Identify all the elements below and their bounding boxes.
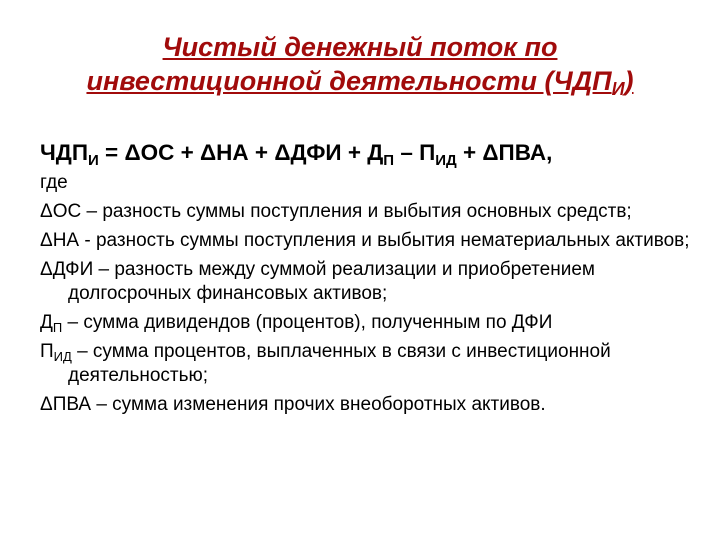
definition-os: ΔОС – разность суммы поступления и выбытия основных средств; xyxy=(40,201,632,222)
title-line-2-text: инвестиционной деятельности (ЧДП xyxy=(86,66,612,96)
formula xyxy=(40,138,710,168)
definitions xyxy=(40,171,710,422)
slide-title xyxy=(20,30,700,98)
definition-pid-text: – сумма процентов, выплаченных в связи с инвестиционной деятельностью; xyxy=(68,341,611,386)
definition-dfi: ΔДФИ – разность между суммой реализации и приобретением долгосрочных финансовых активов; xyxy=(40,259,595,304)
definition-dp-text: – сумма дивидендов (процентов), полученным по ДФИ xyxy=(62,312,553,333)
definition-pid-subscript: ИД xyxy=(53,349,72,364)
definition-pva: ΔПВА – сумма изменения прочих внеоборотных активов. xyxy=(40,394,546,415)
title-line-2-end: ) xyxy=(624,66,634,96)
formula-pid-subscript: ИД xyxy=(435,152,457,169)
title-line-1: Чистый денежный поток по xyxy=(162,32,558,62)
formula-lhs-subscript: И xyxy=(88,152,99,169)
formula-lhs: ЧДП xyxy=(40,140,89,165)
definition-dp xyxy=(40,311,710,335)
formula-part-1: = ΔОС + ΔНА + ΔДФИ + Д xyxy=(98,140,384,165)
definition-pid-symbol: П xyxy=(40,341,54,362)
definition-pid xyxy=(40,340,710,388)
where-label: где xyxy=(40,172,68,193)
formula-d-subscript: П xyxy=(383,152,395,169)
title-line-2 xyxy=(20,64,700,98)
formula-part-3: + ΔПВА, xyxy=(456,140,553,165)
formula-part-2: – П xyxy=(394,140,436,165)
title-subscript: И xyxy=(611,79,625,99)
definition-na: ΔНА - разность суммы поступления и выбытия нематериальных активов; xyxy=(40,230,690,251)
definition-dp-subscript: П xyxy=(52,320,63,335)
definition-dp-symbol: Д xyxy=(40,312,53,333)
